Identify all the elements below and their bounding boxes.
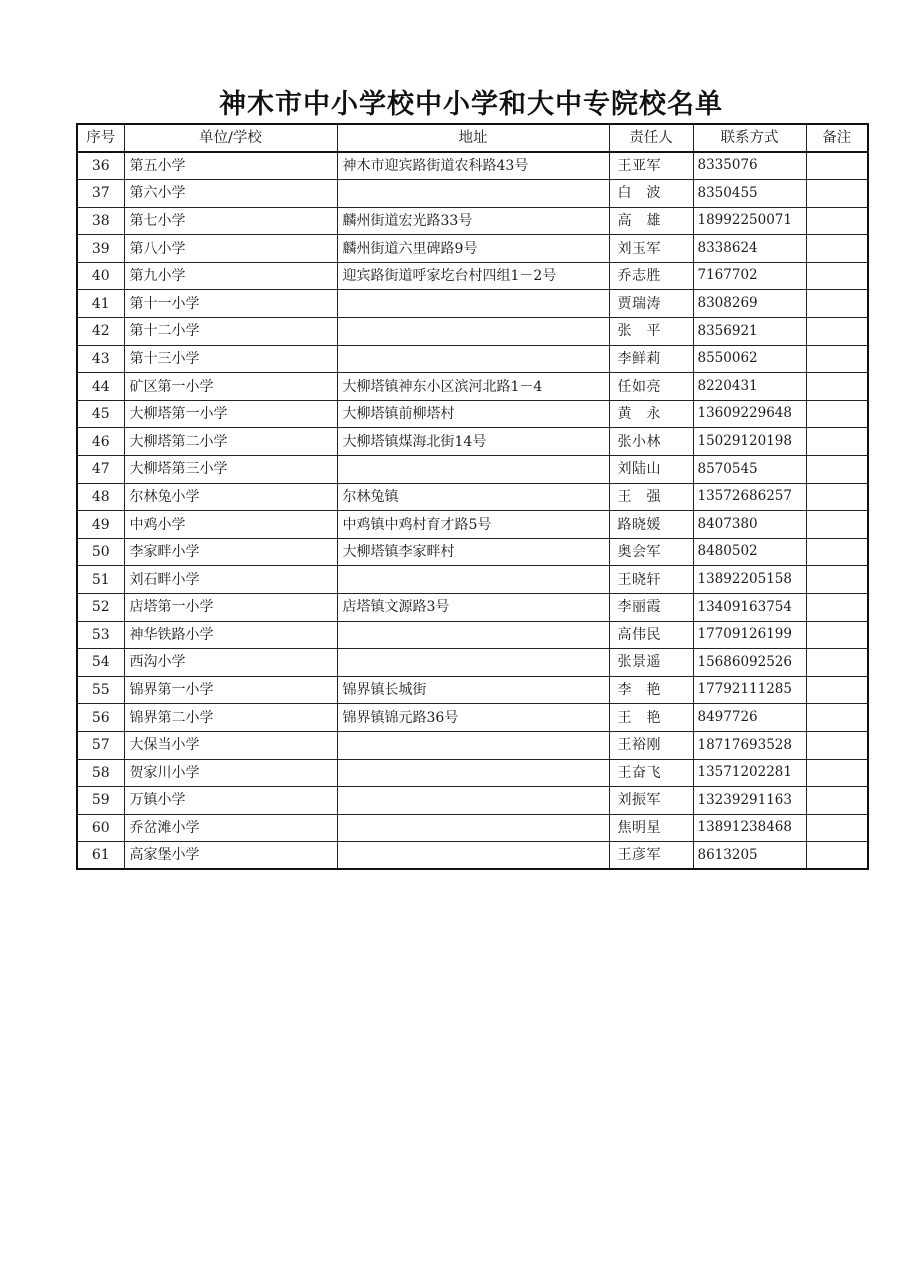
cell-no: 40: [77, 262, 124, 290]
cell-address: [337, 290, 609, 318]
cell-contact: 15029120198: [693, 428, 806, 456]
cell-contact: 7167702: [693, 262, 806, 290]
cell-no: 60: [77, 814, 124, 842]
table-row: [77, 538, 868, 566]
cell-unit: 第十二小学: [124, 318, 337, 346]
cell-address: [337, 566, 609, 594]
cell-unit: 矿区第一小学: [124, 373, 337, 401]
cell-note: [806, 538, 868, 566]
table-row: [77, 676, 868, 704]
table-row: [77, 621, 868, 649]
cell-contact: 17792111285: [693, 676, 806, 704]
cell-person: 张小林: [609, 428, 693, 456]
cell-address: 尔林兔镇: [337, 483, 609, 511]
table-row: [77, 345, 868, 373]
cell-contact: 8570545: [693, 456, 806, 484]
table-row: [77, 731, 868, 759]
header-contact: 联系方式: [693, 124, 806, 152]
cell-note: [806, 262, 868, 290]
cell-contact: 8497726: [693, 704, 806, 732]
cell-unit: 西沟小学: [124, 649, 337, 677]
cell-address: [337, 180, 609, 208]
cell-note: [806, 649, 868, 677]
cell-no: 44: [77, 373, 124, 401]
cell-unit: 第五小学: [124, 152, 337, 180]
cell-no: 61: [77, 842, 124, 870]
cell-unit: 锦界第二小学: [124, 704, 337, 732]
cell-contact: 8407380: [693, 511, 806, 539]
school-roster-table: [76, 123, 869, 870]
cell-person: 刘陆山: [609, 456, 693, 484]
header-unit: 单位/学校: [124, 124, 337, 152]
cell-unit: 中鸡小学: [124, 511, 337, 539]
page-title: 神木市中小学校中小学和大中专院校名单: [219, 89, 723, 120]
cell-person: 乔志胜: [609, 262, 693, 290]
cell-no: 57: [77, 731, 124, 759]
cell-unit: 大柳塔第二小学: [124, 428, 337, 456]
cell-note: [806, 814, 868, 842]
cell-contact: 8350455: [693, 180, 806, 208]
table-row: [77, 787, 868, 815]
cell-unit: 店塔第一小学: [124, 594, 337, 622]
cell-contact: 8220431: [693, 373, 806, 401]
cell-address: [337, 345, 609, 373]
cell-person: 黄 永: [609, 400, 693, 428]
cell-contact: 13239291163: [693, 787, 806, 815]
table-row: [77, 649, 868, 677]
cell-unit: 万镇小学: [124, 787, 337, 815]
cell-person: 王 强: [609, 483, 693, 511]
header-note: 备注: [806, 124, 868, 152]
table-row: [77, 483, 868, 511]
cell-contact: 13891238468: [693, 814, 806, 842]
cell-note: [806, 152, 868, 180]
table-row: [77, 290, 868, 318]
cell-person: 张景遥: [609, 649, 693, 677]
cell-no: 39: [77, 235, 124, 263]
cell-contact: 13892205158: [693, 566, 806, 594]
table-row: [77, 704, 868, 732]
table-row: [77, 400, 868, 428]
cell-person: 李鲜莉: [609, 345, 693, 373]
table-row: [77, 152, 868, 180]
header-person: 责任人: [609, 124, 693, 152]
cell-address: 锦界镇锦元路36号: [337, 704, 609, 732]
cell-unit: 大柳塔第一小学: [124, 400, 337, 428]
cell-no: 48: [77, 483, 124, 511]
cell-no: 47: [77, 456, 124, 484]
cell-note: [806, 842, 868, 870]
cell-unit: 第七小学: [124, 207, 337, 235]
cell-person: 李 艳: [609, 676, 693, 704]
cell-unit: 大柳塔第三小学: [124, 456, 337, 484]
cell-contact: 13572686257: [693, 483, 806, 511]
table-header-row: [77, 124, 868, 152]
cell-unit: 第十一小学: [124, 290, 337, 318]
cell-note: [806, 400, 868, 428]
cell-unit: 高家堡小学: [124, 842, 337, 870]
cell-person: 王奋飞: [609, 759, 693, 787]
cell-contact: 15686092526: [693, 649, 806, 677]
cell-contact: 18717693528: [693, 731, 806, 759]
cell-unit: 尔林兔小学: [124, 483, 337, 511]
cell-person: 任如亮: [609, 373, 693, 401]
cell-note: [806, 787, 868, 815]
cell-address: [337, 759, 609, 787]
cell-note: [806, 345, 868, 373]
cell-no: 37: [77, 180, 124, 208]
cell-unit: 神华铁路小学: [124, 621, 337, 649]
table-row: [77, 511, 868, 539]
cell-contact: 8613205: [693, 842, 806, 870]
cell-person: 王彦军: [609, 842, 693, 870]
cell-unit: 乔岔滩小学: [124, 814, 337, 842]
cell-note: [806, 207, 868, 235]
cell-note: [806, 483, 868, 511]
cell-address: [337, 787, 609, 815]
cell-no: 46: [77, 428, 124, 456]
cell-note: [806, 594, 868, 622]
cell-note: [806, 676, 868, 704]
cell-no: 43: [77, 345, 124, 373]
cell-address: [337, 842, 609, 870]
cell-contact: 13571202281: [693, 759, 806, 787]
cell-address: 锦界镇长城街: [337, 676, 609, 704]
cell-contact: 8480502: [693, 538, 806, 566]
cell-unit: 贺家川小学: [124, 759, 337, 787]
cell-unit: 第十三小学: [124, 345, 337, 373]
cell-no: 41: [77, 290, 124, 318]
cell-person: 奥会军: [609, 538, 693, 566]
table-row: [77, 373, 868, 401]
cell-contact: 13609229648: [693, 400, 806, 428]
cell-note: [806, 704, 868, 732]
cell-no: 58: [77, 759, 124, 787]
cell-no: 45: [77, 400, 124, 428]
cell-person: 王晓轩: [609, 566, 693, 594]
header-no: 序号: [77, 124, 124, 152]
cell-unit: 第六小学: [124, 180, 337, 208]
table-row: [77, 594, 868, 622]
cell-no: 50: [77, 538, 124, 566]
cell-address: [337, 621, 609, 649]
cell-person: 刘振军: [609, 787, 693, 815]
cell-person: 王 艳: [609, 704, 693, 732]
cell-no: 49: [77, 511, 124, 539]
cell-person: 焦明星: [609, 814, 693, 842]
cell-address: [337, 456, 609, 484]
cell-no: 55: [77, 676, 124, 704]
cell-note: [806, 180, 868, 208]
cell-contact: 8550062: [693, 345, 806, 373]
cell-contact: 8356921: [693, 318, 806, 346]
table-row: [77, 759, 868, 787]
cell-unit: 第八小学: [124, 235, 337, 263]
cell-note: [806, 373, 868, 401]
cell-address: [337, 731, 609, 759]
cell-unit: 第九小学: [124, 262, 337, 290]
cell-address: [337, 814, 609, 842]
cell-address: 中鸡镇中鸡村育才路5号: [337, 511, 609, 539]
table-row: [77, 842, 868, 870]
cell-note: [806, 566, 868, 594]
table-body: [77, 152, 868, 869]
cell-address: [337, 649, 609, 677]
cell-note: [806, 731, 868, 759]
cell-contact: 18992250071: [693, 207, 806, 235]
cell-address: 神木市迎宾路街道农科路43号: [337, 152, 609, 180]
table-row: [77, 207, 868, 235]
cell-no: 59: [77, 787, 124, 815]
cell-person: 白 波: [609, 180, 693, 208]
table-row: [77, 814, 868, 842]
cell-no: 42: [77, 318, 124, 346]
cell-address: 大柳塔镇前柳塔村: [337, 400, 609, 428]
cell-note: [806, 456, 868, 484]
cell-address: 麟州街道宏光路33号: [337, 207, 609, 235]
cell-person: 贾瑞涛: [609, 290, 693, 318]
cell-address: 麟州街道六里碑路9号: [337, 235, 609, 263]
cell-contact: 8338624: [693, 235, 806, 263]
cell-note: [806, 318, 868, 346]
table-row: [77, 456, 868, 484]
cell-no: 56: [77, 704, 124, 732]
table-row: [77, 318, 868, 346]
cell-address: [337, 318, 609, 346]
cell-note: [806, 511, 868, 539]
cell-no: 38: [77, 207, 124, 235]
cell-address: 大柳塔镇李家畔村: [337, 538, 609, 566]
cell-note: [806, 428, 868, 456]
cell-contact: 8308269: [693, 290, 806, 318]
cell-person: 王亚军: [609, 152, 693, 180]
cell-address: 店塔镇文源路3号: [337, 594, 609, 622]
table-row: [77, 180, 868, 208]
cell-address: 迎宾路街道呼家圪台村四组1－2号: [337, 262, 609, 290]
cell-person: 高伟民: [609, 621, 693, 649]
table-row: [77, 235, 868, 263]
table-row: [77, 262, 868, 290]
table-row: [77, 566, 868, 594]
cell-contact: 17709126199: [693, 621, 806, 649]
cell-unit: 大保当小学: [124, 731, 337, 759]
cell-no: 51: [77, 566, 124, 594]
cell-person: 王裕刚: [609, 731, 693, 759]
cell-note: [806, 290, 868, 318]
cell-person: 高 雄: [609, 207, 693, 235]
cell-address: 大柳塔镇煤海北街14号: [337, 428, 609, 456]
cell-note: [806, 759, 868, 787]
cell-address: 大柳塔镇神东小区滨河北路1－4: [337, 373, 609, 401]
header-address: 地址: [337, 124, 609, 152]
cell-no: 36: [77, 152, 124, 180]
cell-unit: 锦界第一小学: [124, 676, 337, 704]
cell-contact: 13409163754: [693, 594, 806, 622]
cell-note: [806, 621, 868, 649]
cell-person: 李丽霞: [609, 594, 693, 622]
cell-no: 53: [77, 621, 124, 649]
table-row: [77, 428, 868, 456]
cell-person: 路晓媛: [609, 511, 693, 539]
cell-unit: 李家畔小学: [124, 538, 337, 566]
cell-no: 52: [77, 594, 124, 622]
cell-no: 54: [77, 649, 124, 677]
cell-note: [806, 235, 868, 263]
cell-contact: 8335076: [693, 152, 806, 180]
cell-unit: 刘石畔小学: [124, 566, 337, 594]
cell-person: 张 平: [609, 318, 693, 346]
cell-person: 刘玉军: [609, 235, 693, 263]
